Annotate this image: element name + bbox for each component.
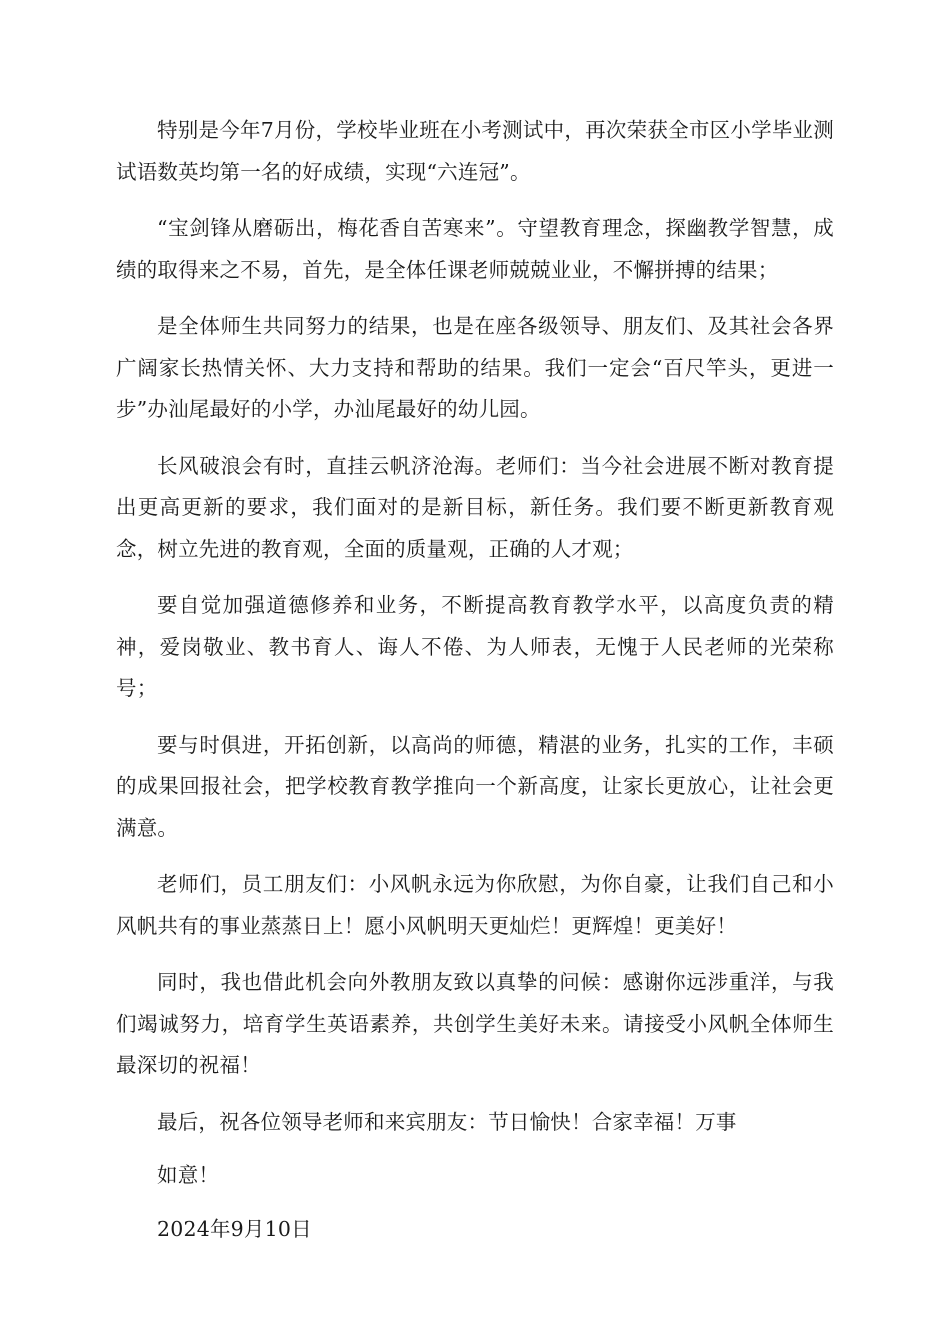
paragraph-5: 要自觉加强道德修养和业务，不断提高教育教学水平，以高度负责的精神，爱岗敬业、教书育人、诲人不倦、为人师表，无愧于人民老师的光荣称号； <box>116 593 834 700</box>
document-date: 2024年9月10日 <box>157 1216 312 1241</box>
paragraph-1: 特别是今年7月份，学校毕业班在小考测试中，再次荣获全市区小学毕业测试语数英均第一名的好成绩，实现“六连冠”。 <box>116 118 834 184</box>
document-body <box>116 110 834 1250</box>
paragraph-7: 老师们，员工朋友们：小风帆永远为你欣慰，为你自豪，让我们自己和小风帆共有的事业蒸蒸日上！愿小风帆明天更灿烂！更辉煌！更美好！ <box>116 872 834 938</box>
closing-line-1: 最后，祝各位领导老师和来宾朋友：节日愉快！合家幸福！万事 <box>157 1109 737 1134</box>
paragraph-2: “宝剑锋从磨砺出，梅花香自苦寒来”。守望教育理念，探幽教学智慧，成绩的取得来之不易，首先，是全体任课老师兢兢业业，不懈拼搏的结果； <box>116 216 834 282</box>
closing-line-2: 如意！ <box>157 1163 220 1187</box>
paragraph-8: 同时，我也借此机会向外教朋友致以真挚的问候：感谢你远涉重洋，与我们竭诚努力，培育学生英语素养，共创学生美好未来。请接受小风帆全体师生最深切的祝福！ <box>116 970 834 1077</box>
paragraph-3: 是全体师生共同努力的结果，也是在座各级领导、朋友们、及其社会各界广阔家长热情关怀、大力支持和帮助的结果。我们一定会“百尺竿头，更进一步”办汕尾最好的小学，办汕尾最好的幼儿园。 <box>116 314 834 421</box>
paragraph-6: 要与时俱进，开拓创新，以高尚的师德，精湛的业务，扎实的工作，丰硕的成果回报社会，把学校教育教学推向一个新高度，让家长更放心，让社会更满意。 <box>116 732 834 840</box>
paragraph-4: 长风破浪会有时，直挂云帆济沧海。老师们：当今社会进展不断对教育提出更高更新的要求，我们面对的是新目标，新任务。我们要不断更新教育观念，树立先进的教育观，全面的质量观，正确的人才观； <box>116 453 834 561</box>
